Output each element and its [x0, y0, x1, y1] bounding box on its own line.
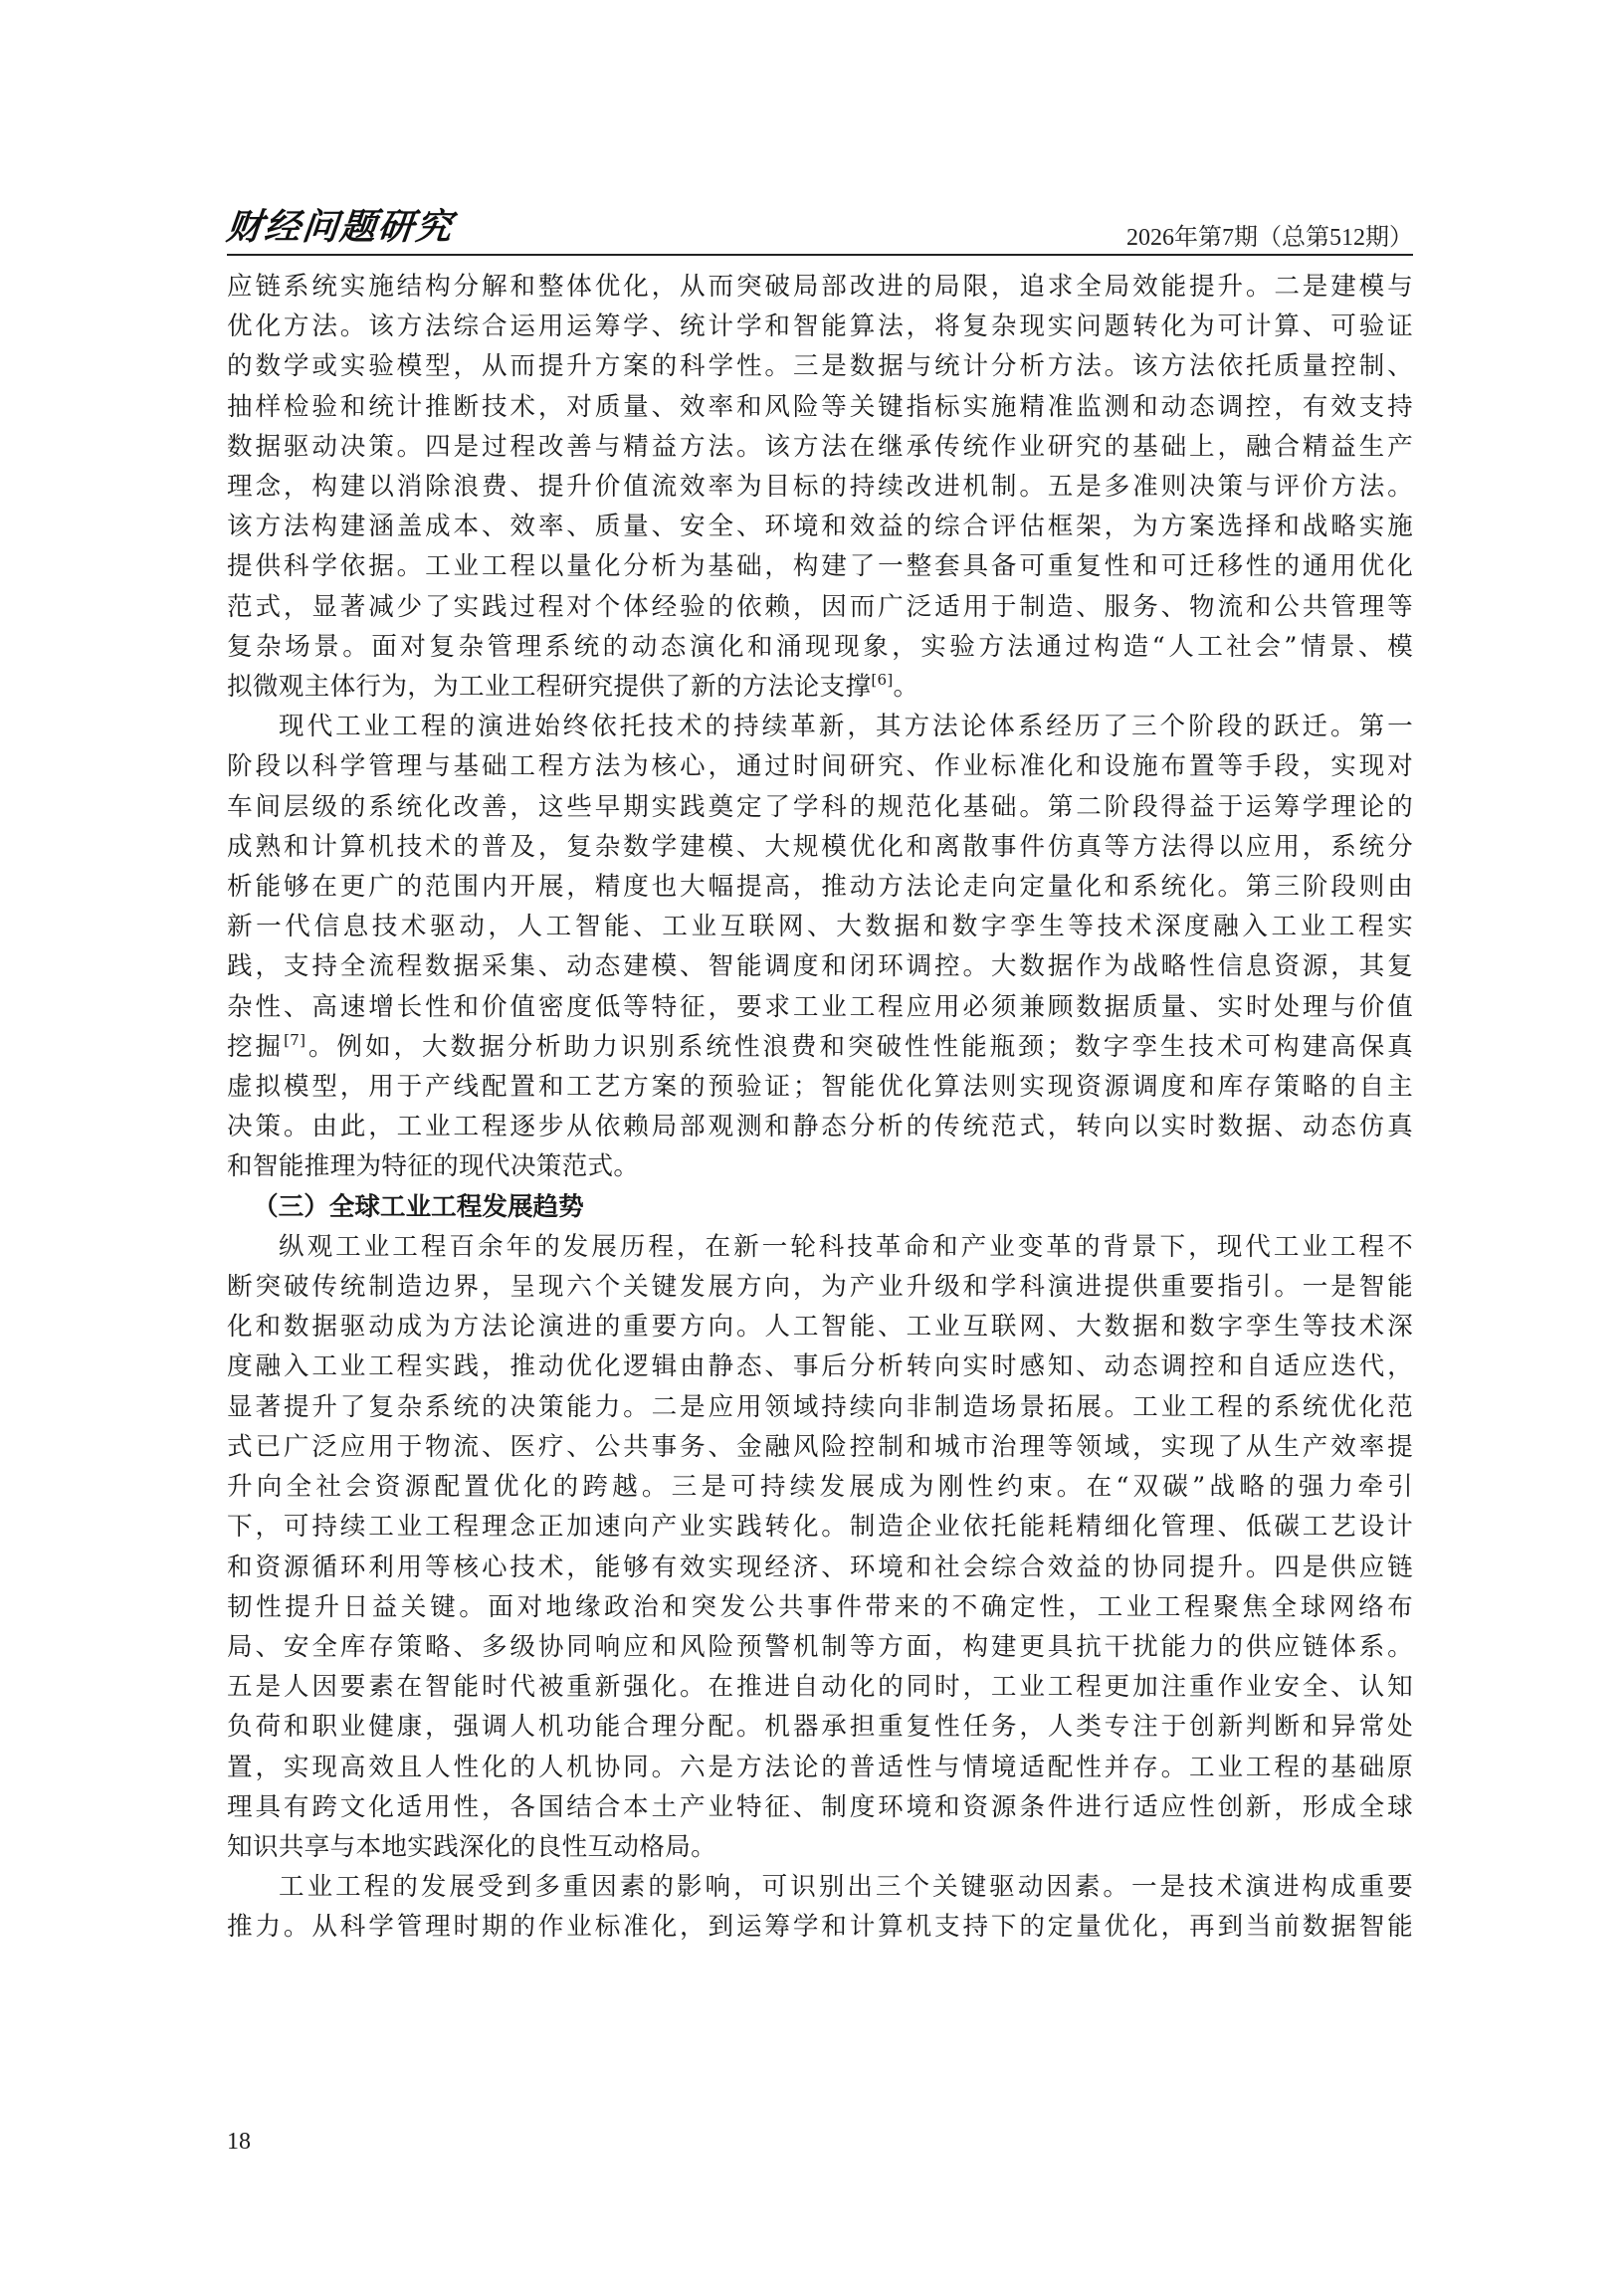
issue-info: 2026年第7期（总第512期） [1126, 225, 1413, 251]
text-line: 阶段以科学管理与基础工程方法为核心，通过时间研究、作业标准化和设施布置等手段，实现对 [227, 751, 1413, 782]
text-line: 复杂场景。面对复杂管理系统的动态演化和涌现现象，实验方法通过构造“人工社会”情景、模 [227, 631, 1413, 662]
text-run: 。 [893, 672, 919, 703]
journal-title-logo: 财经问题研究 [224, 206, 456, 248]
text-line: 显著提升了复杂系统的决策能力。二是应用领域持续向非制造场景拓展。工业工程的系统优化范 [227, 1391, 1413, 1422]
text-line: 知识共享与本地实践深化的良性互动格局。 [227, 1831, 716, 1862]
text-line: 抽样检验和统计推断技术，对质量、效率和风险等关键指标实施精准监测和动态调控，有效支持 [227, 391, 1413, 422]
text-run: 拟微观主体行为，为工业工程研究提供了新的方法论支撑 [227, 672, 872, 703]
text-line [227, 667, 1413, 707]
text-line: 和资源循环利用等核心技术，能够有效实现经济、环境和社会综合效益的协同提升。四是供应链 [227, 1552, 1413, 1582]
text-line: 下，可持续工业工程理念正加速向产业实践转化。制造企业依托能耗精细化管理、低碳工艺设计 [227, 1512, 1413, 1543]
text-line: 五是人因要素在智能时代被重新强化。在推进自动化的同时，工业工程更加注重作业安全、认知 [227, 1672, 1413, 1703]
text-line: 践，支持全流程数据采集、动态建模、智能调度和闭环调控。大数据作为战略性信息资源，其复 [227, 951, 1413, 982]
text-line: 和智能推理为特征的现代决策范式。 [227, 1151, 640, 1182]
text-line: 的数学或实验模型，从而提升方案的科学性。三是数据与统计分析方法。该方法依托质量控制、 [227, 351, 1413, 382]
citation-ref: [6] [871, 671, 894, 690]
text-line: 理念，构建以消除浪费、提升价值流效率为目标的持续改进机制。五是多准则决策与评价方法。 [227, 472, 1413, 503]
text-line: 韧性提升日益关键。面对地缘政治和突发公共事件带来的不确定性，工业工程聚焦全球网络布 [227, 1591, 1413, 1622]
paragraph-1 [227, 267, 1413, 707]
text-line: 升向全社会资源配置优化的跨越。三是可持续发展成为刚性约束。在“双碳”战略的强力牵引 [227, 1472, 1413, 1503]
header-rule [227, 254, 1413, 256]
text-line: 优化方法。该方法综合运用运筹学、统计学和智能算法，将复杂现实问题转化为可计算、可验证 [227, 311, 1413, 342]
text-line: 度融入工业工程实践，推动优化逻辑由静态、事后分析转向实时感知、动态调控和自适应迭代， [227, 1351, 1413, 1382]
text-line: 决策。由此，工业工程逐步从依赖局部观测和静态分析的传统范式，转向以实时数据、动态仿真 [227, 1112, 1413, 1142]
text-line: 纵观工业工程百余年的发展历程，在新一轮科技革命和产业变革的背景下，现代工业工程不 [279, 1231, 1413, 1262]
running-header [224, 193, 1413, 253]
text-line: 式已广泛应用于物流、医疗、公共事务、金融风险控制和城市治理等领域，实现了从生产效率提 [227, 1431, 1413, 1462]
text-run: 挖掘 [227, 1031, 285, 1062]
citation-ref: [7] [284, 1030, 306, 1049]
article-body [227, 267, 1413, 1948]
text-line: 理具有跨文化适用性，各国结合本土产业特征、制度环境和资源条件进行适应性创新，形成全球 [227, 1791, 1413, 1822]
text-run: 。例如，大数据分析助力识别系统性浪费和突破性性能瓶颈；数字孪生技术可构建高保真 [305, 1031, 1414, 1062]
section-heading: （三）全球工业工程发展趋势 [253, 1191, 584, 1222]
paragraph-4 [227, 1867, 1413, 1947]
paragraph-3 [227, 1227, 1413, 1867]
text-line: 推力。从科学管理时期的作业标准化，到运筹学和计算机支持下的定量优化，再到当前数据智能 [227, 1912, 1413, 1943]
text-line: 新一代信息技术驱动，人工智能、工业互联网、大数据和数字孪生等技术深度融入工业工程实 [227, 912, 1413, 942]
page-number: 18 [227, 2129, 251, 2155]
text-line: 工业工程的发展受到多重因素的影响，可识别出三个关键驱动因素。一是技术演进构成重要 [279, 1872, 1413, 1903]
text-line: 应链系统实施结构分解和整体优化，从而突破局部改进的局限，追求全局效能提升。二是建模与 [227, 272, 1413, 302]
text-line: 负荷和职业健康，强调人机功能合理分配。机器承担重复性任务，人类专注于创新判断和异常处 [227, 1712, 1413, 1743]
text-line: 化和数据驱动成为方法论演进的重要方向。人工智能、工业互联网、大数据和数字孪生等技术深 [227, 1312, 1413, 1343]
text-line: 数据驱动决策。四是过程改善与精益方法。该方法在继承传统作业研究的基础上，融合精益生产 [227, 431, 1413, 462]
text-line: 车间层级的系统化改善，这些早期实践奠定了学科的规范化基础。第二阶段得益于运筹学理论的 [227, 791, 1413, 822]
text-line: 虚拟模型，用于产线配置和工艺方案的预验证；智能优化算法则实现资源调度和库存策略的自主 [227, 1072, 1413, 1103]
text-line: 析能够在更广的范围内开展，精度也大幅提高，推动方法论走向定量化和系统化。第三阶段则由 [227, 872, 1413, 903]
text-line: 杂性、高速增长性和价值密度低等特征，要求工业工程应用必须兼顾数据质量、实时处理与价值 [227, 991, 1413, 1022]
text-line: 断突破传统制造边界，呈现六个关键发展方向，为产业升级和学科演进提供重要指引。一是智能 [227, 1272, 1413, 1303]
paragraph-2 [227, 707, 1413, 1186]
text-line: 置，实现高效且人性化的人机协同。六是方法论的普适性与情境适配性并存。工业工程的基础原 [227, 1752, 1413, 1782]
text-line: 范式，显著减少了实践过程对个体经验的依赖，因而广泛适用于制造、服务、物流和公共管理等 [227, 591, 1413, 622]
text-line: 提供科学依据。工业工程以量化分析为基础，构建了一整套具备可重复性和可迁移性的通用优化 [227, 551, 1413, 582]
text-line [227, 1027, 1413, 1067]
text-line: 该方法构建涵盖成本、效率、质量、安全、环境和效益的综合评估框架，为方案选择和战略实施 [227, 512, 1413, 542]
text-line: 局、安全库存策略、多级协同响应和风险预警机制等方面，构建更具抗干扰能力的供应链体系。 [227, 1631, 1413, 1662]
text-line: 现代工业工程的演进始终依托技术的持续革新，其方法论体系经历了三个阶段的跃迁。第一 [279, 712, 1413, 742]
text-line: 成熟和计算机技术的普及，复杂数学建模、大规模优化和离散事件仿真等方法得以应用，系统分 [227, 831, 1413, 862]
